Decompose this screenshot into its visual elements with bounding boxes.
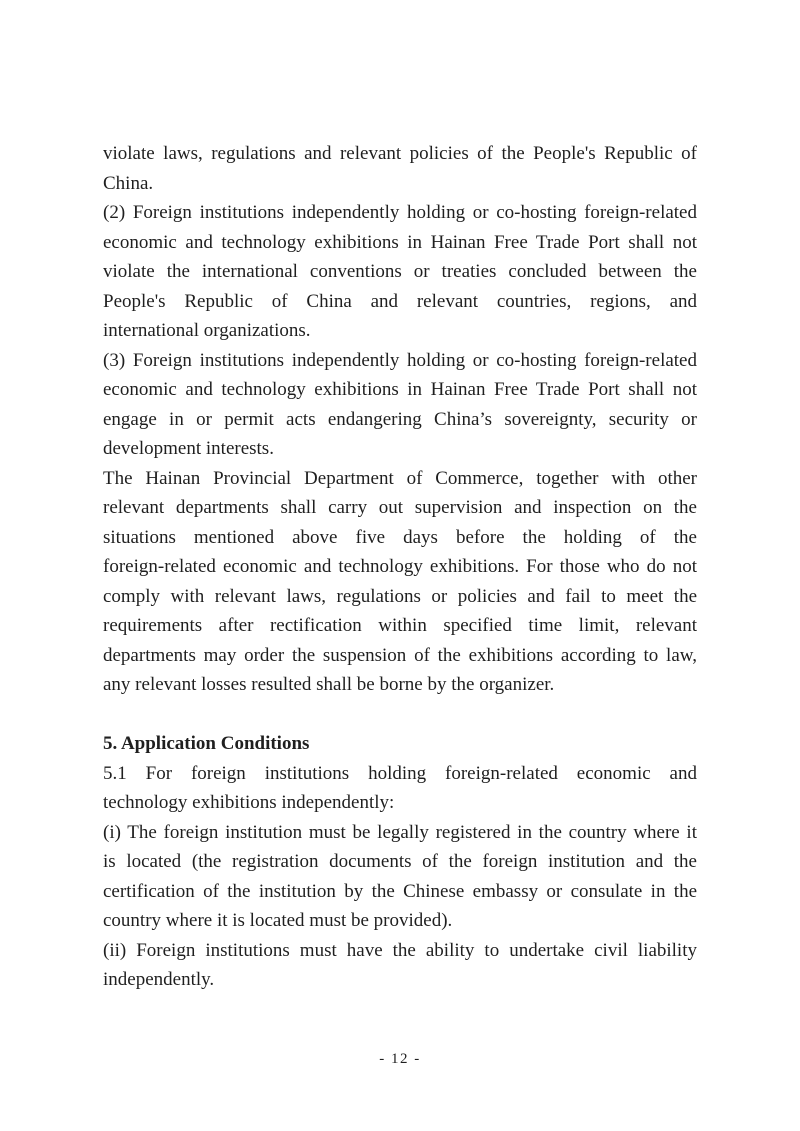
text-line: (ii) Foreign institutions must have the ability to undertake civil liability [103, 939, 697, 961]
text-line: is located (the registration documents of the foreign institution and the [103, 851, 697, 872]
text-line: situations mentioned above five days before the holding of the [103, 526, 697, 548]
page-text-block [103, 139, 697, 995]
text-line: 5.1 For foreign institutions holding foreign-related economic and [103, 762, 697, 784]
text-line: China. [103, 172, 154, 194]
text-line: People's Republic of China and relevant countries, regions, and [103, 290, 697, 312]
page-footer [0, 1048, 800, 1070]
text-line: development interests. [103, 438, 274, 459]
text-line: relevant departments shall carry out supervision and inspection on the [103, 497, 697, 518]
text-line: economic and technology exhibitions in Hainan Free Trade Port shall not [103, 231, 697, 253]
text-line: comply with relevant laws, regulations or policies and fail to meet the [103, 585, 697, 607]
text-line: (i) The foreign institution must be legally registered in the country where it [103, 821, 697, 843]
section-heading: 5. Application Conditions [103, 733, 310, 754]
text-line: international organizations. [103, 320, 311, 341]
text-line: violate the international conventions or treaties concluded between the [103, 261, 697, 282]
blank-line [103, 700, 697, 730]
text-line: economic and technology exhibitions in Hainan Free Trade Port shall not [103, 379, 697, 400]
text-line: requirements after rectification within specified time limit, relevant [103, 615, 697, 636]
text-line: The Hainan Provincial Department of Commerce, together with other [103, 467, 697, 489]
text-line: departments may order the suspension of the exhibitions according to law, [103, 644, 697, 666]
text-line: engage in or permit acts endangering China’s sovereignty, security or [103, 408, 697, 430]
text-line: certification of the institution by the Chinese embassy or consulate in the [103, 880, 697, 902]
page-number: - 12 - [379, 1051, 421, 1067]
text-line: technology exhibitions independently: [103, 792, 395, 813]
text-line: country where it is located must be provided). [103, 910, 453, 931]
text-line: violate laws, regulations and relevant policies of the People's Republic of [103, 143, 697, 164]
text-line: any relevant losses resulted shall be borne by the organizer. [103, 674, 555, 695]
text-line: foreign-related economic and technology exhibitions. For those who do not [103, 556, 697, 577]
text-line: independently. [103, 969, 215, 990]
text-line: (2) Foreign institutions independently holding or co-hosting foreign-related [103, 202, 697, 223]
text-line: (3) Foreign institutions independently holding or co-hosting foreign-related [103, 349, 697, 371]
